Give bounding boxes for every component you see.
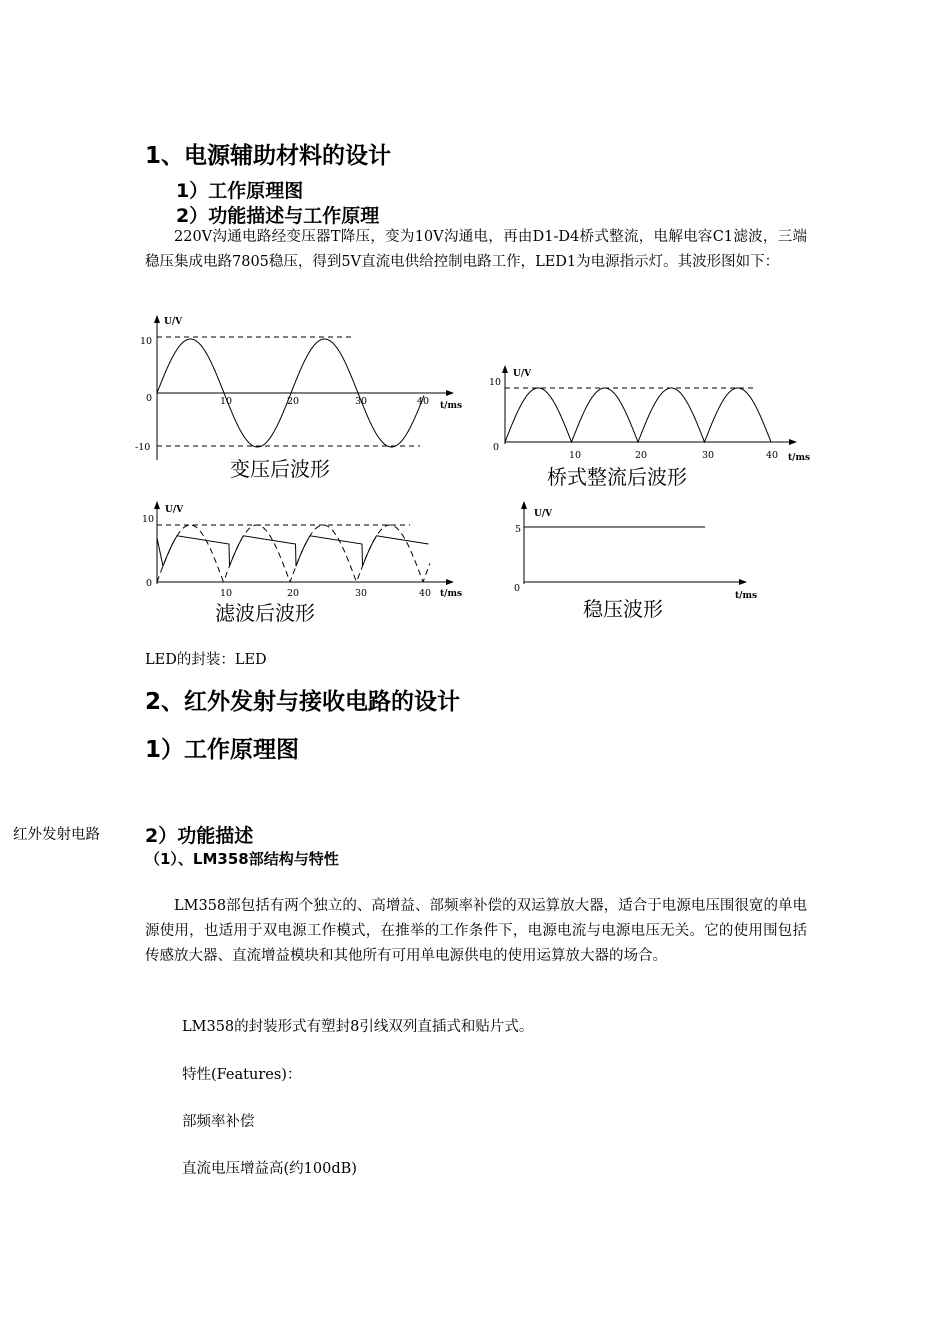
y-tick: 10 bbox=[140, 336, 153, 347]
section2-sub2: 2）功能描述 bbox=[145, 825, 254, 847]
ylabel: U/V bbox=[165, 505, 184, 515]
x-tick: 20 bbox=[287, 588, 300, 599]
x-tick: 40 bbox=[417, 396, 430, 407]
y-tick: 10 bbox=[142, 514, 155, 525]
feature-item: 直流电压增益高(约100dB) bbox=[182, 1161, 357, 1177]
figure-caption: 桥式整流后波形 bbox=[547, 465, 687, 489]
led-package-line: LED的封装：LED bbox=[145, 652, 267, 668]
y-axis-arrow bbox=[502, 365, 508, 373]
y-tick: 0 bbox=[493, 442, 500, 453]
ir-transmit-label: 红外发射电路 bbox=[13, 827, 100, 843]
x-tick: 40 bbox=[419, 588, 432, 599]
x-tick: 10 bbox=[220, 396, 233, 407]
section2-sub1: 1）工作原理图 bbox=[145, 737, 300, 763]
x-tick: 30 bbox=[355, 588, 368, 599]
lm358-package-line: LM358的封装形式有塑封8引线双列直插式和贴片式。 bbox=[182, 1019, 534, 1035]
section1-sub1: 1）工作原理图 bbox=[176, 180, 304, 202]
ylabel: U/V bbox=[534, 509, 553, 519]
x-tick: 30 bbox=[702, 450, 715, 461]
x-axis-arrow bbox=[739, 579, 747, 585]
x-tick: 30 bbox=[355, 396, 368, 407]
y-tick: 0 bbox=[146, 393, 153, 404]
ylabel: U/V bbox=[513, 369, 532, 379]
rectified-reference-wave bbox=[157, 525, 430, 582]
features-label: 特性(Features)： bbox=[182, 1067, 302, 1083]
y-axis-arrow bbox=[521, 501, 527, 509]
feature-item: 部频率补偿 bbox=[182, 1114, 255, 1130]
figure-caption: 变压后波形 bbox=[230, 457, 330, 481]
section1-sub2: 2）功能描述与工作原理 bbox=[176, 205, 380, 227]
x-tick: 40 bbox=[766, 450, 779, 461]
xlabel: t/ms bbox=[735, 591, 758, 601]
y-axis-arrow bbox=[154, 501, 160, 509]
rectified-waveform-figure bbox=[485, 362, 810, 492]
y-tick: 10 bbox=[489, 377, 502, 388]
section1-title: 1、电源辅助材料的设计 bbox=[145, 143, 392, 169]
filtered-waveform-figure bbox=[130, 498, 470, 633]
x-tick: 20 bbox=[635, 450, 648, 461]
rectified-wave bbox=[505, 388, 771, 442]
xlabel: t/ms bbox=[440, 589, 463, 599]
x-tick: 10 bbox=[220, 588, 233, 599]
y-tick: 5 bbox=[515, 524, 522, 535]
section2-title: 2、红外发射与接收电路的设计 bbox=[145, 689, 461, 715]
section2-sub3: （1）、LM358部结构与特性 bbox=[145, 850, 339, 868]
y-tick: -10 bbox=[135, 442, 151, 453]
y-tick: 0 bbox=[514, 583, 521, 594]
section1-paragraph: 220V沟通电路经变压器T降压，变为10V沟通电，再由D1-D4桥式整流，电解电容C1滤波，三端稳压集成电路7805稳压，得到5V直流电供给控制电路工作，LED1为电源指示灯。其波形图如下： bbox=[145, 229, 807, 270]
ylabel: U/V bbox=[164, 317, 183, 327]
figure-caption: 滤波后波形 bbox=[215, 601, 315, 625]
x-tick: 20 bbox=[287, 396, 300, 407]
xlabel: t/ms bbox=[440, 401, 463, 411]
x-axis-arrow bbox=[446, 579, 454, 585]
lm358-paragraph: LM358部包括有两个独立的、高增益、部频率补偿的双运算放大器，适合于电源电压围很宽的单电源使用，也适用于双电源工作模式，在推举的工作条件下，电源电流与电源电压无关。它的使用围包括传感放大器、直流增益模块和其他所有可用单电源供电的使用运算放大器的场合。 bbox=[145, 898, 807, 964]
figure-caption: 稳压波形 bbox=[583, 597, 663, 621]
transformer-waveform-figure bbox=[130, 310, 470, 485]
filtered-wave bbox=[157, 536, 429, 566]
x-tick: 10 bbox=[569, 450, 582, 461]
y-tick: 0 bbox=[146, 578, 153, 589]
x-axis-arrow bbox=[446, 390, 454, 396]
y-axis-arrow bbox=[154, 315, 160, 323]
x-axis-arrow bbox=[789, 439, 797, 445]
xlabel: t/ms bbox=[788, 453, 810, 463]
regulated-waveform-figure bbox=[505, 498, 765, 628]
